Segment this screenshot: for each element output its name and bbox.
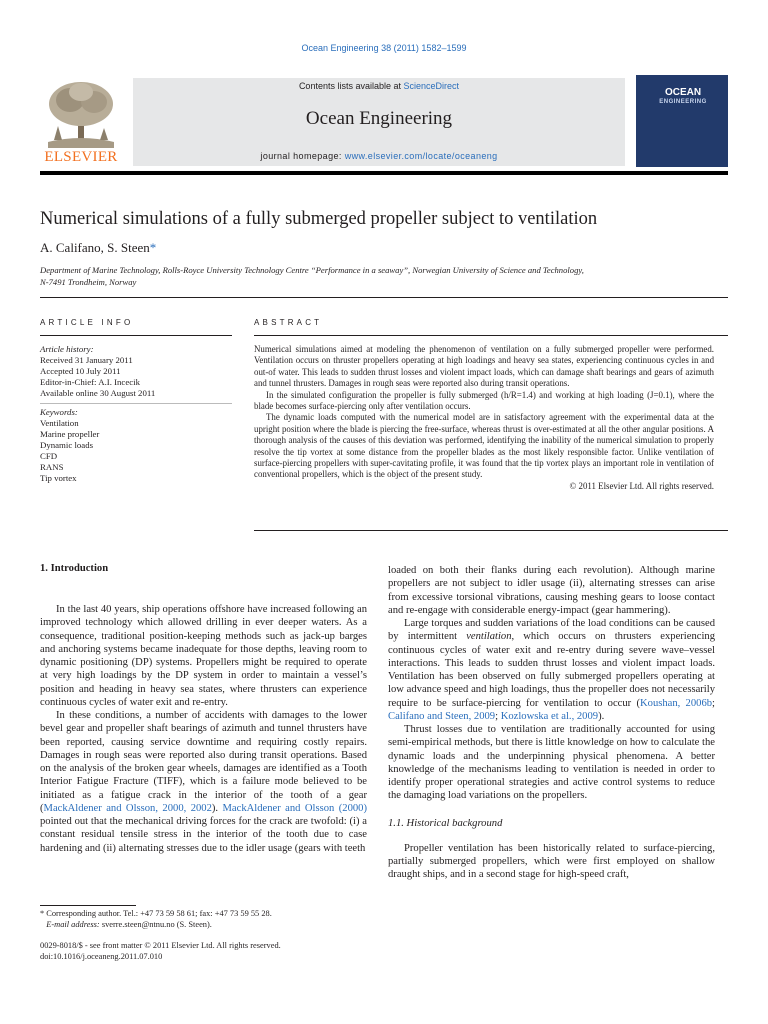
history-label: Article history: bbox=[40, 344, 94, 354]
author-list bbox=[40, 240, 156, 256]
abstract-body bbox=[254, 344, 714, 492]
copyright-notice: © 2011 Elsevier Ltd. All rights reserved. bbox=[569, 480, 714, 491]
footnote-rule bbox=[40, 905, 136, 906]
body-paragraph: Thrust losses due to ventilation are traditionally accounted for using semi-empirical methods, but there is little knowledge on how to calculate the dynamic loads and the underpinning physical phenomena. A better knowledge of the mechanisms leading to ventilation is needed in order to identify proper operational strategies and active control systems to reduce the damaging load variations on the propellers. bbox=[388, 724, 715, 802]
paragraph-text: ; bbox=[495, 710, 501, 722]
keyword-item: CFD bbox=[40, 451, 58, 461]
body-paragraph: Propeller ventilation has been historically related to surface-piercing, partially submerged propellers, which were first employed on shallow draught ships, and in a second stage for high-speed craft, bbox=[388, 842, 715, 881]
keyword-item: RANS bbox=[40, 462, 64, 472]
keywords-divider bbox=[40, 403, 232, 404]
subsection-heading: 1.1. Historical background bbox=[388, 817, 503, 829]
keyword-item: Marine propeller bbox=[40, 429, 100, 439]
abstract-heading: ABSTRACT bbox=[254, 318, 323, 327]
paragraph-text: Large torques and sudden variations of the load conditions can be caused by intermittent bbox=[388, 618, 715, 643]
paragraph-text: ; bbox=[712, 697, 715, 709]
homepage-url-link[interactable]: www.elsevier.com/locate/oceaneng bbox=[344, 151, 498, 161]
footnote-email-line bbox=[40, 919, 272, 930]
sciencedirect-link[interactable]: ScienceDirect bbox=[403, 81, 460, 91]
paragraph-text: ). bbox=[211, 802, 223, 814]
article-info-heading: ARTICLE INFO bbox=[40, 318, 134, 327]
author-names: A. Califano, S. Steen bbox=[40, 240, 150, 255]
homepage-line bbox=[133, 151, 625, 161]
article-info-rule bbox=[40, 335, 232, 336]
keyword-item: Ventilation bbox=[40, 418, 79, 428]
body-column-right bbox=[388, 564, 715, 882]
history-item: Editor-in-Chief: A.I. Incecik bbox=[40, 377, 140, 387]
cover-title-text: OCEAN bbox=[664, 87, 702, 98]
contents-line bbox=[133, 81, 625, 91]
history-item: Accepted 10 July 2011 bbox=[40, 366, 121, 376]
affiliation-line-1: Department of Marine Technology, Rolls-Royce University Technology Centre “Performance in a seaway”, Norwegian University of Science and Technology, bbox=[40, 265, 584, 275]
footnote-line: * Corresponding author. Tel.: +47 73 59 58 61; fax: +47 73 59 55 28. bbox=[40, 909, 272, 918]
article-title: Numerical simulations of a fully submerged propeller subject to ventilation bbox=[40, 209, 598, 229]
body-paragraph: In the last 40 years, ship operations offshore have increased following an improved technology which allowed drilling in ever deeper waters. As a consequence, traditional position-keeping methods such as jack-up barges and anchoring systems became inadequate for those depths, leaving room to dynamic positioning (DP) systems. Propellers might be required to operate at very high loadings by the DP system in order to maintain a vessel’s position and heading in heavy sea states, where thrusters can experience continuous cycles of water exit and re-entry. bbox=[40, 604, 367, 708]
email-value[interactable]: sverre.steen@ntnu.no (S. Steen). bbox=[101, 920, 212, 929]
citation-link[interactable]: MackAldener and Olsson, 2000, 2002 bbox=[43, 802, 212, 814]
abstract-bottom-rule bbox=[254, 530, 728, 531]
title-divider bbox=[40, 297, 728, 298]
abstract-paragraph: In the simulated configuration the propeller is fully submerged (h/R=1.4) and working at high loading (J=0.1), where the blade becomes surface-piercing only after ventilation occurs. bbox=[254, 389, 714, 412]
abstract-paragraph: Numerical simulations aimed at modeling the phenomenon of ventilation on a fully submerged propeller were performed. Ventilation occurs on thruster propellers operating at high loadings and heavy sea states, experiencing continuous cycles in and out-of water. This leads to sudden thrust losses and violent impact loads, which can damage shaft bearings and gears of azimuth and tunnel thrusters. Damages in rough seas were reported also during transit operations. bbox=[254, 344, 714, 389]
email-label: E-mail address: bbox=[46, 920, 100, 929]
citation-link[interactable]: Kozlowska et al., 2009 bbox=[500, 710, 599, 722]
journal-citation-link[interactable]: Ocean Engineering 38 (2011) 1582–1599 bbox=[301, 43, 467, 53]
body-paragraph: loaded on both their flanks during each revolution). Although marine propellers are not subject to idler usage (ii), alternating stresses can arise from excessive torsional vibrations, causing meshing gears to loose contact and re-engage with considerable energy-impact (gear hammering). bbox=[388, 565, 715, 616]
paragraph-text: , which occurs on thrusters experiencing continuous cycles of water exit and re-entry during severe wave–vessel interactions. This leads to sudden thrust losses and violent impact loads. Ventilation has been observed on fully submerged propellers operating at low advance speed and high loadings, thus the propeller does not necessarily require to be surface-piercing for ventilation to occur ( bbox=[388, 631, 715, 709]
paragraph-text: pointed out that the mechanical driving forces for the crack are twofold: (i) a constant residual tensile stress in the interior of the tooth due to case hardening and (ii) alternating stresses due to the idler usage (gears with teeth bbox=[40, 816, 367, 854]
keyword-item: Dynamic loads bbox=[40, 440, 94, 450]
body-column-left bbox=[40, 603, 367, 855]
journal-name: Ocean Engineering bbox=[305, 108, 453, 129]
doi-line[interactable]: doi:10.1016/j.oceaneng.2011.07.010 bbox=[40, 952, 163, 961]
citation-link[interactable]: Califano and Steen, 2009 bbox=[388, 710, 496, 722]
elsevier-wordmark: ELSEVIER bbox=[44, 149, 118, 165]
citation-link[interactable]: MackAldener and Olsson (2000) bbox=[222, 802, 367, 814]
corresponding-author-footnote bbox=[40, 908, 272, 930]
abstract-rule bbox=[254, 335, 728, 336]
header-divider bbox=[40, 171, 728, 175]
contents-prefix: Contents lists available at bbox=[298, 81, 401, 91]
history-item: Available online 30 August 2011 bbox=[40, 388, 156, 398]
issn-doi-block bbox=[40, 940, 281, 962]
abstract-paragraph: The dynamic loads computed with the numerical model are in satisfactory agreement with the experimental data at the upright position where the blade is piercing the free-surface, whereas thrust is over-estimated at all the other angular positions. A thorough analysis of the causes of this deviation was performed, identifying the inability of the numerical simulation to properly resolve the tip vortex at some distance from the propeller blades as the most likely responsible factor. Unlike ventilation of surface-piercing propellers with super-cavitating profile, it was found that the tip vortex plays an important role in ventilation of conventional propellers, which is the object of the present study. bbox=[254, 412, 714, 480]
homepage-prefix: journal homepage: bbox=[260, 151, 342, 161]
history-item: Received 31 January 2011 bbox=[40, 355, 133, 365]
issn-line: 0029-8018/$ - see front matter © 2011 Elsevier Ltd. All rights reserved. bbox=[40, 941, 281, 950]
paragraph-text: In these conditions, a number of accidents with damages to the lower bevel gear and propeller shaft bearings of azimuth and tunnel thrusters have been reported, causing service downtime and requiring costly repairs. Damages in rough seas were reported also during transit operations. Based on the analysis of the broken gear wheels, damages are identified as a Tooth Interior Fatigue Fracture (TIFF), which is a failure mode believed to be initiated as a fatigue crack in the interior of the tooth of a gear ( bbox=[40, 710, 367, 814]
corresponding-author-mark[interactable]: * bbox=[149, 240, 157, 255]
author-affiliation bbox=[40, 265, 710, 288]
section-heading-introduction: 1. Introduction bbox=[40, 563, 109, 574]
paragraph-text: ). bbox=[598, 710, 605, 722]
emphasis-term: ventilation bbox=[466, 631, 512, 643]
keywords-label: Keywords: bbox=[40, 407, 78, 417]
affiliation-line-2: N-7491 Trondheim, Norway bbox=[40, 276, 137, 287]
body-paragraph bbox=[388, 617, 715, 723]
cover-subtitle-text: ENGINEERING bbox=[659, 99, 707, 105]
body-paragraph bbox=[40, 709, 367, 855]
keyword-item: Tip vortex bbox=[40, 473, 77, 483]
citation-link[interactable]: Koushan, 2006b bbox=[640, 697, 713, 709]
article-info-panel bbox=[40, 344, 240, 484]
